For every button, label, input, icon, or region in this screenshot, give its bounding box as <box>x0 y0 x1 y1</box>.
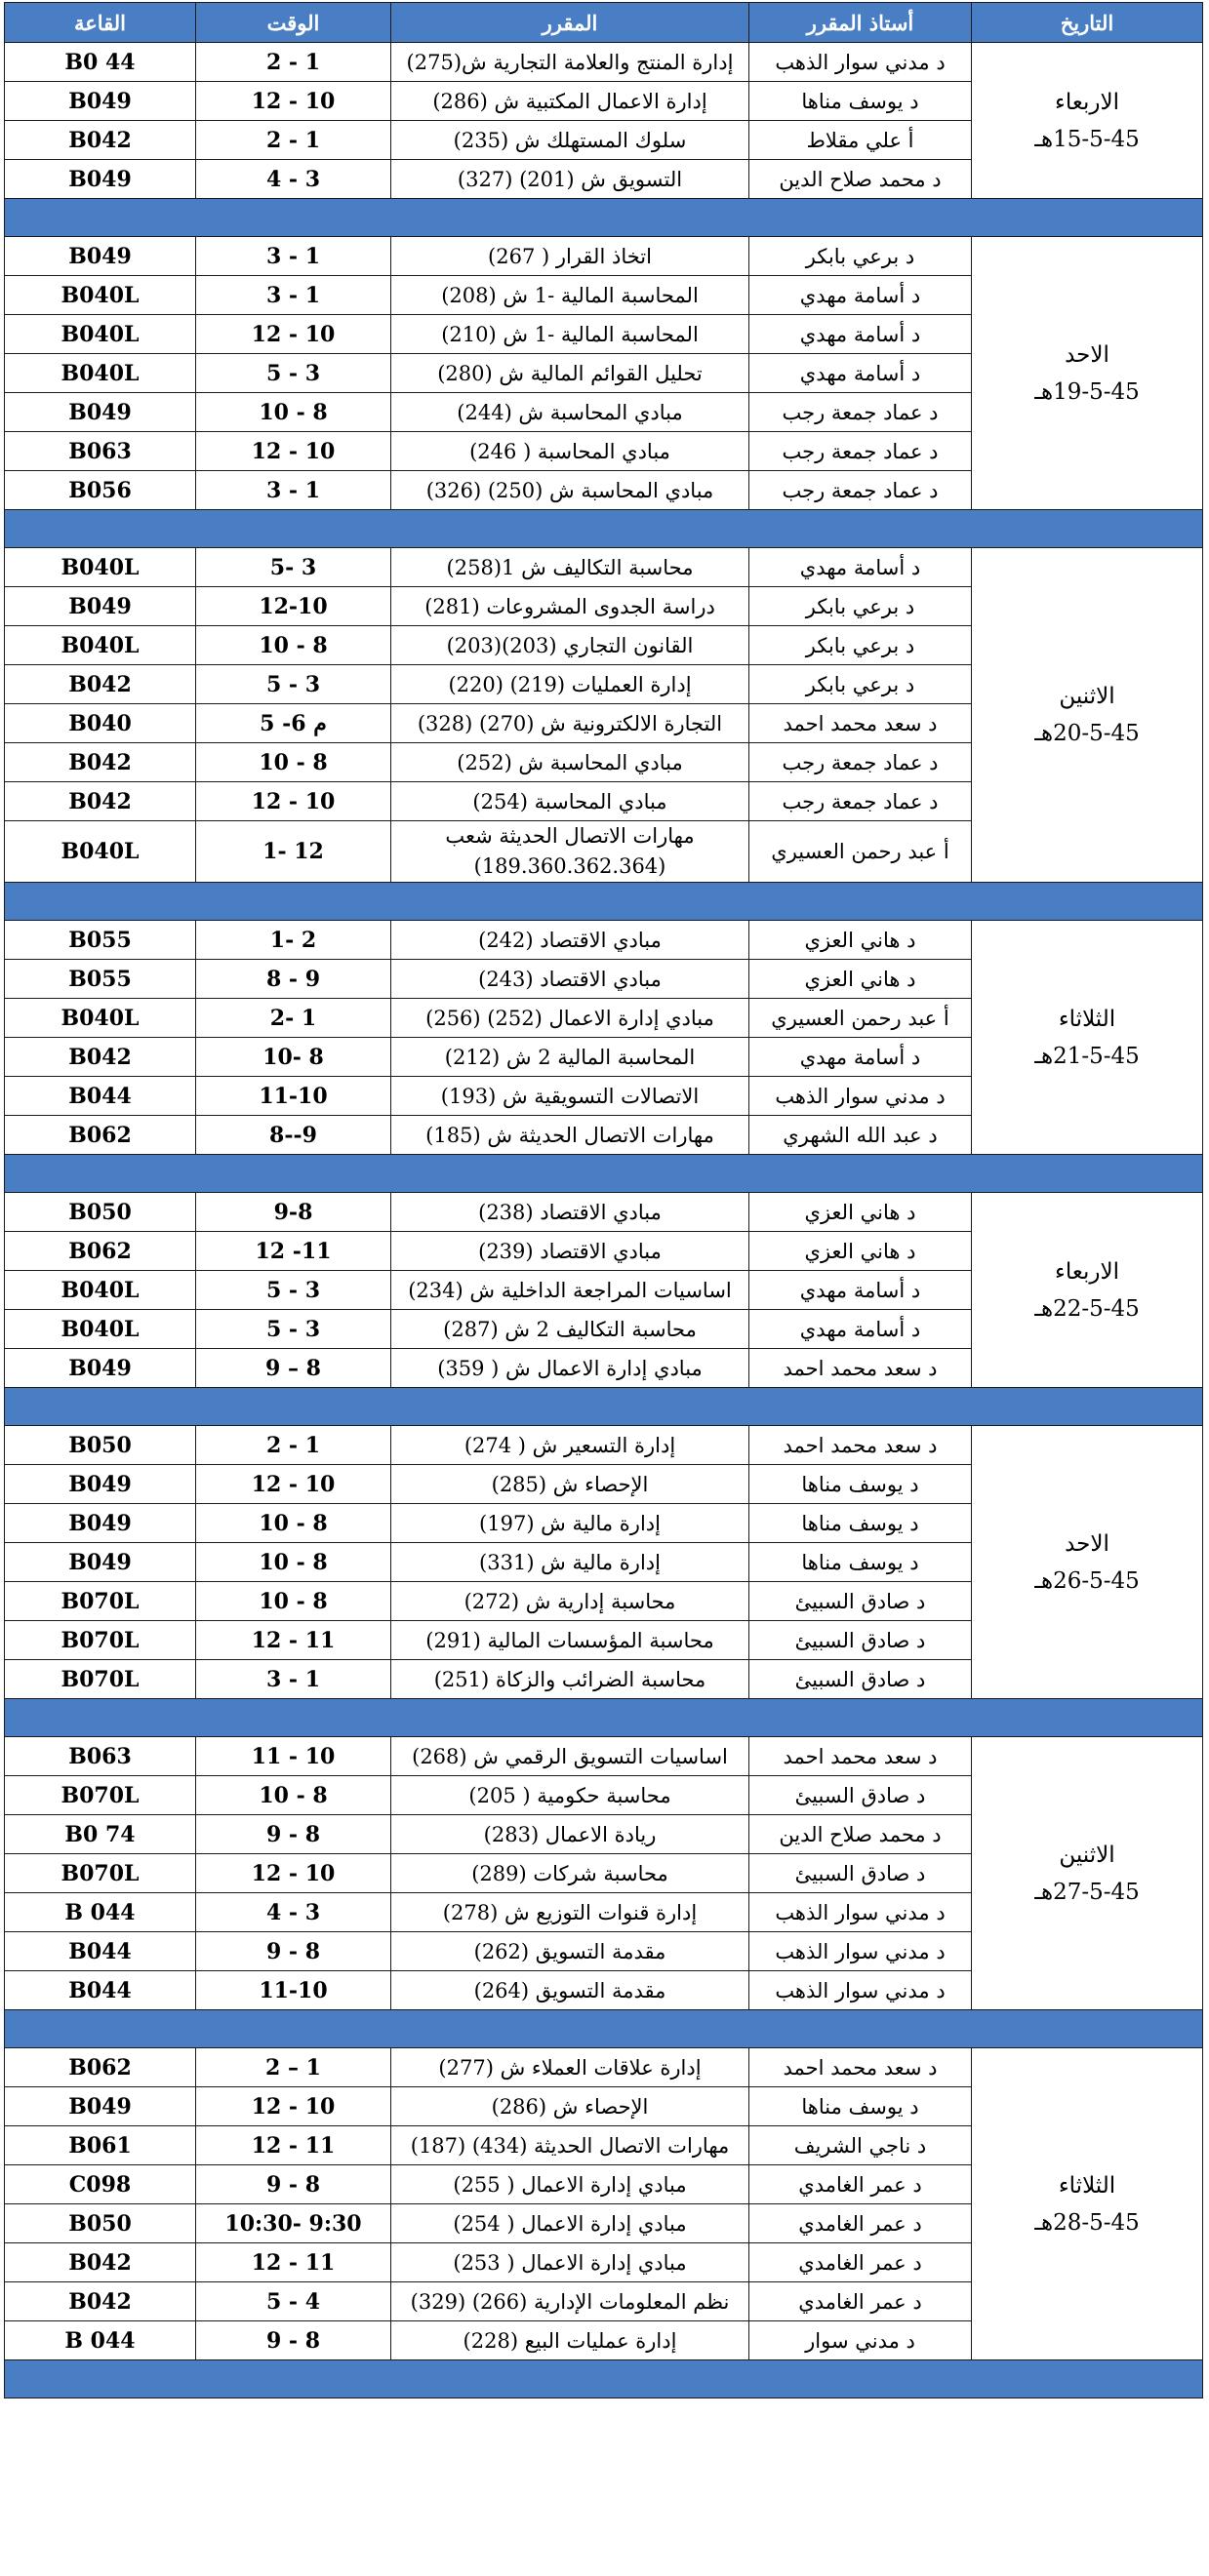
professor-cell: د صادق السبيئ <box>749 1776 972 1815</box>
time-cell: 3 - 1 <box>196 1660 391 1699</box>
professor-cell: د محمد صلاح الدين <box>749 1815 972 1854</box>
course-cell: إدارة المنتج والعلامة التجارية ش(275) <box>391 43 749 82</box>
schedule-body <box>5 43 1203 2398</box>
room-cell: C098 <box>5 2165 196 2204</box>
room-cell: B0 44 <box>5 43 196 82</box>
professor-cell: د محمد صلاح الدين <box>749 160 972 199</box>
time-cell: 12-10 <box>196 587 391 626</box>
course-cell: إدارة عمليات البيع (228) <box>391 2321 749 2360</box>
course-cell: مبادي المحاسبة ش (252) <box>391 743 749 782</box>
professor-cell: د عماد جمعة رجب <box>749 393 972 432</box>
course-cell: التسويق ش (201) (327) <box>391 160 749 199</box>
time-cell: 5 - 3 <box>196 1271 391 1310</box>
course-cell: مبادي إدارة الاعمال (252) (256) <box>391 999 749 1038</box>
room-cell: B044 <box>5 1932 196 1971</box>
room-cell: B062 <box>5 1116 196 1155</box>
table-row <box>5 237 1203 276</box>
course-cell: مقدمة التسويق (264) <box>391 1971 749 2010</box>
professor-cell: د صادق السبيئ <box>749 1660 972 1699</box>
course-cell: محاسبة التكاليف ش 1(258) <box>391 548 749 587</box>
room-cell: B042 <box>5 2243 196 2282</box>
professor-cell: د هاني العزي <box>749 1232 972 1271</box>
time-cell: 2 - 1 <box>196 1426 391 1465</box>
time-cell: 5 - 4 <box>196 2282 391 2321</box>
course-cell: إدارة الاعمال المكتبية ش (286) <box>391 82 749 121</box>
course-cell: اساسيات المراجعة الداخلية ش (234) <box>391 1271 749 1310</box>
room-cell: B050 <box>5 1193 196 1232</box>
room-cell: B040L <box>5 821 196 883</box>
professor-cell: د صادق السبيئ <box>749 1621 972 1660</box>
room-cell: B0 74 <box>5 1815 196 1854</box>
room-cell: B040L <box>5 626 196 665</box>
course-cell: الإحصاء ش (285) <box>391 1465 749 1504</box>
day-date: 20-5-45هـ <box>1034 721 1140 746</box>
day-name: الاربعاء <box>1055 1258 1119 1285</box>
professor-cell: د مدني سوار الذهب <box>749 43 972 82</box>
time-cell: 12 -11 <box>196 1232 391 1271</box>
date-cell <box>972 237 1203 510</box>
table-row <box>5 1426 1203 1465</box>
header-room: القاعة <box>5 3 196 43</box>
room-cell: B050 <box>5 2204 196 2243</box>
professor-cell: د صادق السبيئ <box>749 1854 972 1893</box>
time-cell: 11-10 <box>196 1971 391 2010</box>
time-cell: 9 – 8 <box>196 1349 391 1388</box>
room-cell: B040L <box>5 1310 196 1349</box>
date-cell <box>972 1737 1203 2010</box>
exam-schedule-table <box>4 2 1203 2398</box>
room-cell: B049 <box>5 82 196 121</box>
day-separator <box>5 1388 1203 1426</box>
room-cell: B049 <box>5 2087 196 2126</box>
professor-cell: د سعد محمد احمد <box>749 2048 972 2087</box>
professor-cell: د عماد جمعة رجب <box>749 782 972 821</box>
course-cell: المحاسبة المالية -1 ش (208) <box>391 276 749 315</box>
course-cell: مبادي الاقتصاد (238) <box>391 1193 749 1232</box>
professor-cell: د مدني سوار الذهب <box>749 1971 972 2010</box>
day-date: 21-5-45هـ <box>1034 1043 1140 1069</box>
course-cell: مبادي المحاسبة ش (250) (326) <box>391 471 749 510</box>
table-row <box>5 1737 1203 1776</box>
professor-cell: د برعي بابكر <box>749 237 972 276</box>
course-cell: محاسبة الضرائب والزكاة (251) <box>391 1660 749 1699</box>
professor-cell: د يوسف مناها <box>749 1543 972 1582</box>
course-cell: إدارة التسعير ش ( 274) <box>391 1426 749 1465</box>
time-cell: 2- 1 <box>196 999 391 1038</box>
table-row <box>5 548 1203 587</box>
time-cell: 2 - 1 <box>196 43 391 82</box>
table-row <box>5 2048 1203 2087</box>
header-row <box>5 3 1203 43</box>
room-cell: B061 <box>5 2126 196 2165</box>
room-cell: B050 <box>5 1426 196 1465</box>
day-date: 15-5-45هـ <box>1034 126 1140 152</box>
time-cell: 11-10 <box>196 1077 391 1116</box>
room-cell: B040 <box>5 704 196 743</box>
professor-cell: د مدني سوار الذهب <box>749 1893 972 1932</box>
time-cell: 5 - 3 <box>196 354 391 393</box>
professor-cell: د سعد محمد احمد <box>749 1349 972 1388</box>
course-cell: تحليل القوائم المالية ش (280) <box>391 354 749 393</box>
course-cell: محاسبة المؤسسات المالية (291) <box>391 1621 749 1660</box>
room-cell: B040L <box>5 999 196 1038</box>
course-cell: نظم المعلومات الإدارية (266) (329) <box>391 2282 749 2321</box>
professor-cell: د مدني سوار الذهب <box>749 1077 972 1116</box>
room-cell: B049 <box>5 160 196 199</box>
time-cell: 12 - 11 <box>196 1621 391 1660</box>
time-cell: 8 - 9 <box>196 960 391 999</box>
professor-cell: د عماد جمعة رجب <box>749 432 972 471</box>
room-cell: B042 <box>5 782 196 821</box>
time-cell: 2 - 1 <box>196 121 391 160</box>
room-cell: B040L <box>5 1271 196 1310</box>
header-course: المقرر <box>391 3 749 43</box>
room-cell: B056 <box>5 471 196 510</box>
course-cell: دراسة الجدوى المشروعات (281) <box>391 587 749 626</box>
date-cell <box>972 548 1203 883</box>
day-separator <box>5 2360 1203 2398</box>
course-cell: مبادي المحاسبة ش (244) <box>391 393 749 432</box>
room-cell: B049 <box>5 1349 196 1388</box>
professor-cell: د هاني العزي <box>749 921 972 960</box>
room-cell: B049 <box>5 1504 196 1543</box>
separator-band <box>5 1388 1203 1426</box>
day-separator <box>5 1699 1203 1737</box>
time-cell: 10:30- 9:30 <box>196 2204 391 2243</box>
course-cell: إدارة مالية ش (331) <box>391 1543 749 1582</box>
time-cell: 12 - 10 <box>196 782 391 821</box>
professor-cell: د مدني سوار الذهب <box>749 1932 972 1971</box>
time-cell: 10 - 8 <box>196 1543 391 1582</box>
room-cell: B040L <box>5 354 196 393</box>
professor-cell: د عمر الغامدي <box>749 2204 972 2243</box>
course-cell: الإحصاء ش (286) <box>391 2087 749 2126</box>
professor-cell: د برعي بابكر <box>749 665 972 704</box>
room-cell: B044 <box>5 1971 196 2010</box>
time-cell: 12 - 10 <box>196 1465 391 1504</box>
professor-cell: د عمر الغامدي <box>749 2282 972 2321</box>
room-cell: B042 <box>5 121 196 160</box>
time-cell: 8--9 <box>196 1116 391 1155</box>
time-cell: 12 - 10 <box>196 315 391 354</box>
day-separator <box>5 510 1203 548</box>
time-cell: 12 - 10 <box>196 82 391 121</box>
date-cell <box>972 2048 1203 2360</box>
separator-band <box>5 2010 1203 2048</box>
header-professor: أستاذ المقرر <box>749 3 972 43</box>
professor-cell: د أسامة مهدي <box>749 315 972 354</box>
time-cell: 1- 12 <box>196 821 391 883</box>
day-name: الاثنين <box>1059 684 1115 709</box>
time-cell: 3 - 1 <box>196 471 391 510</box>
professor-cell: د سعد محمد احمد <box>749 1426 972 1465</box>
professor-cell: د سعد محمد احمد <box>749 704 972 743</box>
separator-band <box>5 2360 1203 2398</box>
professor-cell: د أسامة مهدي <box>749 548 972 587</box>
time-cell: 1- 2 <box>196 921 391 960</box>
day-separator <box>5 1155 1203 1193</box>
room-cell: B055 <box>5 960 196 999</box>
course-cell: القانون التجاري (203)(203) <box>391 626 749 665</box>
time-cell: 4 - 3 <box>196 160 391 199</box>
professor-cell: د عمر الغامدي <box>749 2243 972 2282</box>
room-cell: B049 <box>5 1465 196 1504</box>
date-cell <box>972 1426 1203 1699</box>
course-cell: مهارات الاتصال الحديثة ش (185) <box>391 1116 749 1155</box>
professor-cell: د برعي بابكر <box>749 587 972 626</box>
time-cell: 9-8 <box>196 1193 391 1232</box>
room-cell: B070L <box>5 1660 196 1699</box>
time-cell: 10 - 8 <box>196 626 391 665</box>
day-name: الثلاثاء <box>1058 1006 1116 1032</box>
day-date: 22-5-45هـ <box>1034 1295 1140 1322</box>
professor-cell: د صادق السبيئ <box>749 1582 972 1621</box>
table-row <box>5 1193 1203 1232</box>
day-separator <box>5 199 1203 237</box>
room-cell: B063 <box>5 1737 196 1776</box>
professor-cell: د عماد جمعة رجب <box>749 743 972 782</box>
professor-cell: د هاني العزي <box>749 960 972 999</box>
table-row <box>5 43 1203 82</box>
separator-band <box>5 883 1203 921</box>
course-cell: مبادي المحاسبة ( 246) <box>391 432 749 471</box>
time-cell: 2 – 1 <box>196 2048 391 2087</box>
room-cell: B062 <box>5 1232 196 1271</box>
time-cell: 9 - 8 <box>196 2165 391 2204</box>
room-cell: B040L <box>5 548 196 587</box>
time-cell: 10- 8 <box>196 1038 391 1077</box>
course-cell: اتخاذ القرار ( 267) <box>391 237 749 276</box>
room-cell: B042 <box>5 743 196 782</box>
course-cell: الاتصالات التسويقية ش (193) <box>391 1077 749 1116</box>
professor-cell: أ عبد رحمن العسيري <box>749 821 972 883</box>
professor-cell: د يوسف مناها <box>749 82 972 121</box>
professor-cell: د ناجي الشريف <box>749 2126 972 2165</box>
room-cell: B049 <box>5 587 196 626</box>
professor-cell: أ علي مقلاط <box>749 121 972 160</box>
time-cell: 12 - 10 <box>196 432 391 471</box>
time-cell: 12 - 11 <box>196 2126 391 2165</box>
day-date: 28-5-45هـ <box>1034 2209 1140 2236</box>
room-cell: B070L <box>5 1854 196 1893</box>
time-cell: 12 - 11 <box>196 2243 391 2282</box>
professor-cell: د عبد الله الشهري <box>749 1116 972 1155</box>
table-row <box>5 921 1203 960</box>
course-cell: سلوك المستهلك ش (235) <box>391 121 749 160</box>
course-cell: مبادي إدارة الاعمال ( 255) <box>391 2165 749 2204</box>
time-cell: 10 - 8 <box>196 1776 391 1815</box>
professor-cell: د عمر الغامدي <box>749 2165 972 2204</box>
time-cell: 3 - 1 <box>196 237 391 276</box>
course-cell: مبادي إدارة الاعمال ( 253) <box>391 2243 749 2282</box>
day-separator <box>5 883 1203 921</box>
room-cell: B049 <box>5 1543 196 1582</box>
course-cell: محاسبة إدارية ش (272) <box>391 1582 749 1621</box>
course-cell: مبادي المحاسبة (254) <box>391 782 749 821</box>
course-cell: مبادي إدارة الاعمال ش ( 359) <box>391 1349 749 1388</box>
time-cell: 10 - 8 <box>196 743 391 782</box>
date-cell <box>972 43 1203 199</box>
course-cell: المحاسبة المالية 2 ش (212) <box>391 1038 749 1077</box>
date-cell <box>972 921 1203 1155</box>
course-cell: المحاسبة المالية -1 ش (210) <box>391 315 749 354</box>
day-name: الاثنين <box>1059 1842 1115 1868</box>
professor-cell: د أسامة مهدي <box>749 354 972 393</box>
professor-cell: د أسامة مهدي <box>749 276 972 315</box>
day-date: 27-5-45هـ <box>1034 1879 1140 1905</box>
room-cell: B062 <box>5 2048 196 2087</box>
professor-cell: د سعد محمد احمد <box>749 1737 972 1776</box>
time-cell: 5- 3 <box>196 548 391 587</box>
day-name: الثلاثاء <box>1058 2172 1116 2199</box>
day-name: الاحد <box>1065 1530 1109 1557</box>
time-cell: 5 - 3 <box>196 1310 391 1349</box>
day-separator <box>5 2010 1203 2048</box>
room-cell: B 044 <box>5 1893 196 1932</box>
room-cell: B042 <box>5 2282 196 2321</box>
separator-band <box>5 199 1203 237</box>
room-cell: B049 <box>5 237 196 276</box>
separator-band <box>5 1699 1203 1737</box>
professor-cell: د عماد جمعة رجب <box>749 471 972 510</box>
time-cell: 9 - 8 <box>196 1932 391 1971</box>
room-cell: B044 <box>5 1077 196 1116</box>
time-cell: 4 - 3 <box>196 1893 391 1932</box>
room-cell: B042 <box>5 665 196 704</box>
room-cell: B040L <box>5 315 196 354</box>
course-cell: محاسبة التكاليف 2 ش (287) <box>391 1310 749 1349</box>
professor-cell: د يوسف مناها <box>749 1465 972 1504</box>
course-cell: التجارة الالكترونية ش (270) (328) <box>391 704 749 743</box>
day-name: الاحد <box>1065 341 1109 368</box>
time-cell: 3 - 1 <box>196 276 391 315</box>
room-cell: B070L <box>5 1776 196 1815</box>
header-time: الوقت <box>196 3 391 43</box>
professor-cell: د يوسف مناها <box>749 2087 972 2126</box>
course-cell: مبادي الاقتصاد (239) <box>391 1232 749 1271</box>
course-cell: ريادة الاعمال (283) <box>391 1815 749 1854</box>
room-cell: B070L <box>5 1582 196 1621</box>
professor-cell: د أسامة مهدي <box>749 1038 972 1077</box>
room-cell: B055 <box>5 921 196 960</box>
professor-cell: د هاني العزي <box>749 1193 972 1232</box>
time-cell: 10 - 8 <box>196 1582 391 1621</box>
course-cell: محاسبة حكومية ( 205) <box>391 1776 749 1815</box>
room-cell: B063 <box>5 432 196 471</box>
course-cell: مقدمة التسويق (262) <box>391 1932 749 1971</box>
time-cell: 12 - 10 <box>196 2087 391 2126</box>
professor-cell: د أسامة مهدي <box>749 1271 972 1310</box>
time-cell: 12 - 10 <box>196 1854 391 1893</box>
professor-cell: د مدني سوار <box>749 2321 972 2360</box>
header-date: التاريخ <box>972 3 1203 43</box>
course-cell: مهارات الاتصال الحديثة شعب (189.360.362.364) <box>391 821 749 883</box>
course-cell: إدارة قنوات التوزيع ش (278) <box>391 1893 749 1932</box>
professor-cell: د أسامة مهدي <box>749 1310 972 1349</box>
date-cell <box>972 1193 1203 1388</box>
course-cell: إدارة العمليات (219) (220) <box>391 665 749 704</box>
time-cell: 11 - 10 <box>196 1737 391 1776</box>
course-cell: مبادي الاقتصاد (243) <box>391 960 749 999</box>
professor-cell: د يوسف مناها <box>749 1504 972 1543</box>
time-cell: 5 - 3 <box>196 665 391 704</box>
room-cell: B 044 <box>5 2321 196 2360</box>
day-date: 19-5-45هـ <box>1034 378 1140 405</box>
time-cell: 9 - 8 <box>196 2321 391 2360</box>
course-cell: إدارة مالية ش (197) <box>391 1504 749 1543</box>
time-cell: 10 - 8 <box>196 1504 391 1543</box>
course-cell: مبادي الاقتصاد (242) <box>391 921 749 960</box>
separator-band <box>5 510 1203 548</box>
room-cell: B042 <box>5 1038 196 1077</box>
course-cell: إدارة علاقات العملاء ش (277) <box>391 2048 749 2087</box>
room-cell: B049 <box>5 393 196 432</box>
course-cell: اساسيات التسويق الرقمي ش (268) <box>391 1737 749 1776</box>
time-cell: 10 - 8 <box>196 393 391 432</box>
course-cell: مهارات الاتصال الحديثة (434) (187) <box>391 2126 749 2165</box>
professor-cell: أ عبد رحمن العسيري <box>749 999 972 1038</box>
room-cell: B040L <box>5 276 196 315</box>
time-cell: 5 -6 م <box>196 704 391 743</box>
course-cell: مبادي إدارة الاعمال ( 254) <box>391 2204 749 2243</box>
day-name: الاربعاء <box>1055 89 1119 115</box>
separator-band <box>5 1155 1203 1193</box>
time-cell: 9 - 8 <box>196 1815 391 1854</box>
room-cell: B070L <box>5 1621 196 1660</box>
course-cell: محاسبة شركات (289) <box>391 1854 749 1893</box>
day-date: 26-5-45هـ <box>1034 1567 1140 1594</box>
professor-cell: د برعي بابكر <box>749 626 972 665</box>
